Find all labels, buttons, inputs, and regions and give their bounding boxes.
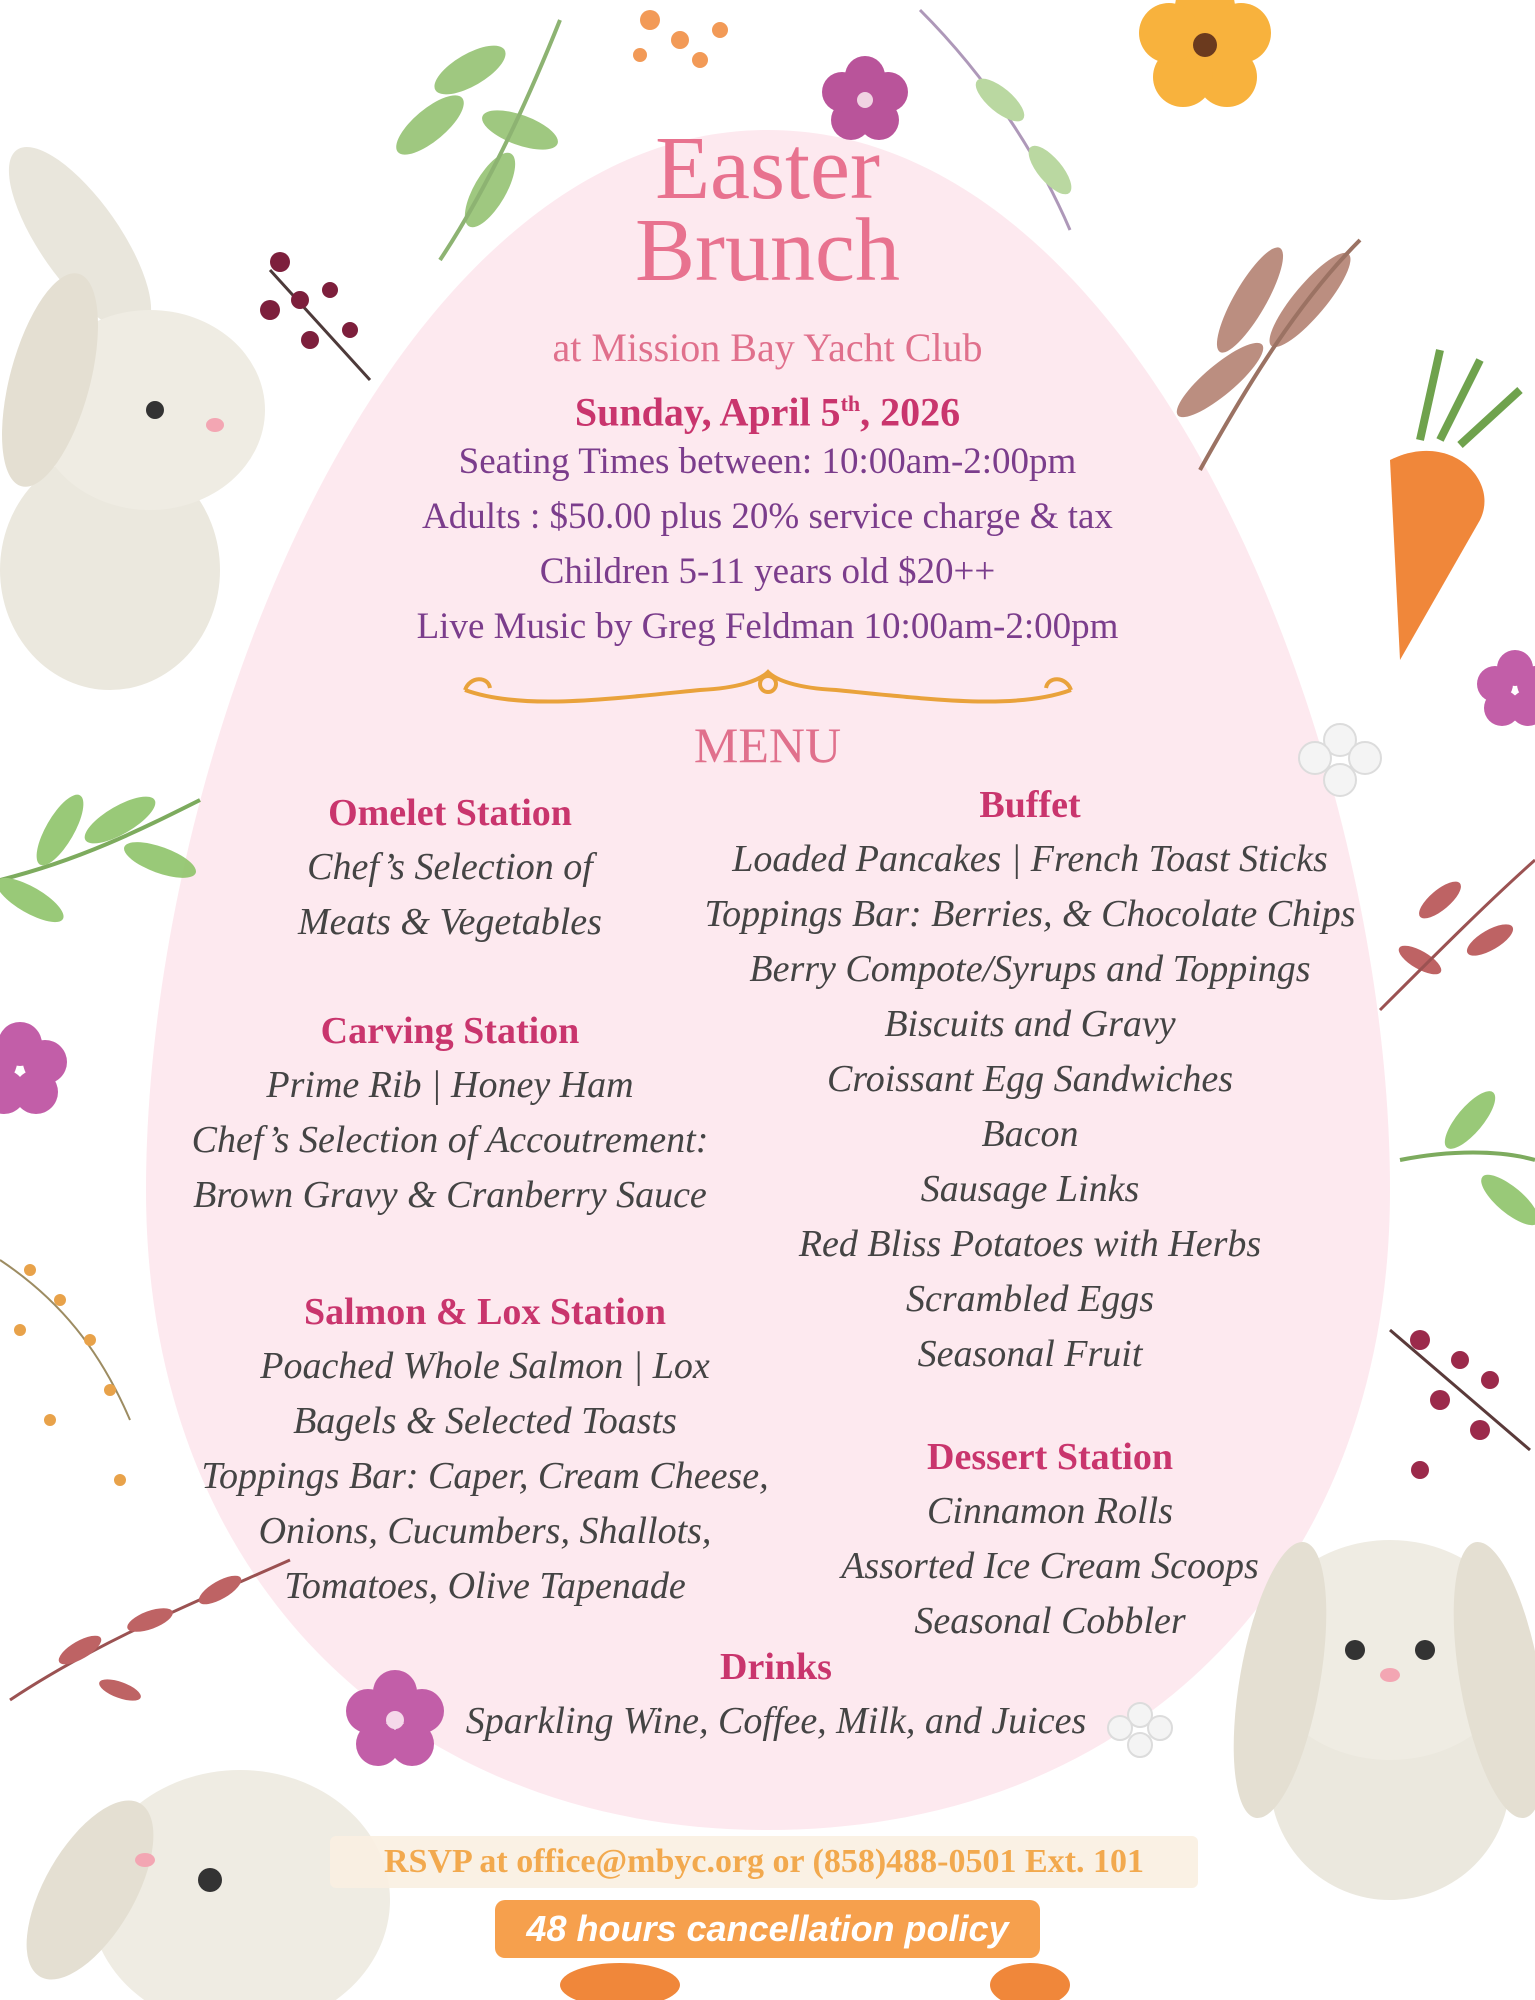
date-suffix-sup: th [840,391,861,416]
rsvp-text[interactable]: RSVP at office@mbyc.org or (858)488-0501 Ext. 101 [384,1843,1144,1880]
info-adults: Adults : $50.00 plus 20% service charge & tax [422,496,1113,537]
title-line-2: Brunch [635,201,900,300]
list-item: Assorted Ice Cream Scoops [841,1545,1259,1587]
list-item: Tomatoes, Olive Tapenade [284,1565,686,1607]
carving-station [150,1004,750,1223]
salmon-heading: Salmon & Lox Station [303,1291,667,1333]
list-item: Croissant Egg Sandwiches [826,1058,1234,1100]
cancellation-text: 48 hours cancellation policy [526,1908,1009,1949]
berry-sprig-right [1390,1330,1530,1479]
list-item: Poached Whole Salmon | Lox [260,1345,710,1387]
date-year: , 2026 [860,389,961,435]
list-item: Cinnamon Rolls [927,1490,1173,1532]
list-item: Bacon [981,1113,1079,1155]
list-item: Berry Compote/Syrups and Toppings [749,948,1311,990]
date-prefix: Sunday, April 5 [574,389,841,435]
dessert-heading: Dessert Station [927,1436,1173,1478]
buffet-section [680,778,1380,1382]
list-item: Chef’s Selection of [307,846,593,888]
bottom-carrots [560,1963,1070,2000]
purple-flower-left [0,1022,67,1114]
drinks-heading: Drinks [720,1646,832,1688]
event-title [0,119,1535,300]
green-leaves-right [1400,1084,1535,1233]
event-info [0,434,1535,654]
info-children: Children 5-11 years old $20++ [539,551,996,592]
omelet-station [150,786,750,950]
list-item: Onions, Cucumbers, Shallots, [258,1510,712,1552]
dessert-station [750,1430,1350,1649]
omelet-heading: Omelet Station [328,792,572,834]
orange-buds [633,10,728,68]
buffet-heading: Buffet [979,784,1081,826]
list-item: Red Bliss Potatoes with Herbs [798,1223,1262,1265]
list-item: Scrambled Eggs [905,1278,1155,1320]
list-item: Biscuits and Gravy [884,1003,1176,1045]
list-item: Toppings Bar: Caper, Cream Cheese, [201,1455,769,1497]
list-item: Seasonal Cobbler [914,1600,1186,1642]
orange-flower [1139,0,1271,107]
info-music: Live Music by Greg Feldman 10:00am-2:00pm [416,606,1119,647]
drinks-section [376,1640,1176,1749]
drinks-text: Sparkling Wine, Coffee, Milk, and Juices [465,1700,1087,1742]
list-item: Bagels & Selected Toasts [293,1400,677,1442]
rsvp-banner [330,1836,1198,1888]
orange-twig [0,1260,130,1486]
list-item: Meats & Vegetables [298,901,602,943]
list-item: Chef’s Selection of Accoutrement: [191,1119,709,1161]
list-item: Brown Gravy & Cranberry Sauce [193,1174,707,1216]
red-branch-right [1380,860,1535,1010]
venue: at Mission Bay Yacht Club [552,325,983,370]
cancellation-badge [495,1900,1040,1958]
list-item: Toppings Bar: Berries, & Chocolate Chips [704,893,1356,935]
menu-heading: MENU [693,717,842,773]
list-item: Seasonal Fruit [917,1333,1143,1375]
event-date [0,378,1535,438]
list-item: Sausage Links [920,1168,1140,1210]
list-item: Prime Rib | Honey Ham [266,1064,634,1106]
carving-heading: Carving Station [320,1010,580,1052]
list-item: Loaded Pancakes | French Toast Sticks [732,838,1328,880]
title-line-1: Easter [655,119,880,218]
info-seating: Seating Times between: 10:00am-2:00pm [458,441,1077,482]
